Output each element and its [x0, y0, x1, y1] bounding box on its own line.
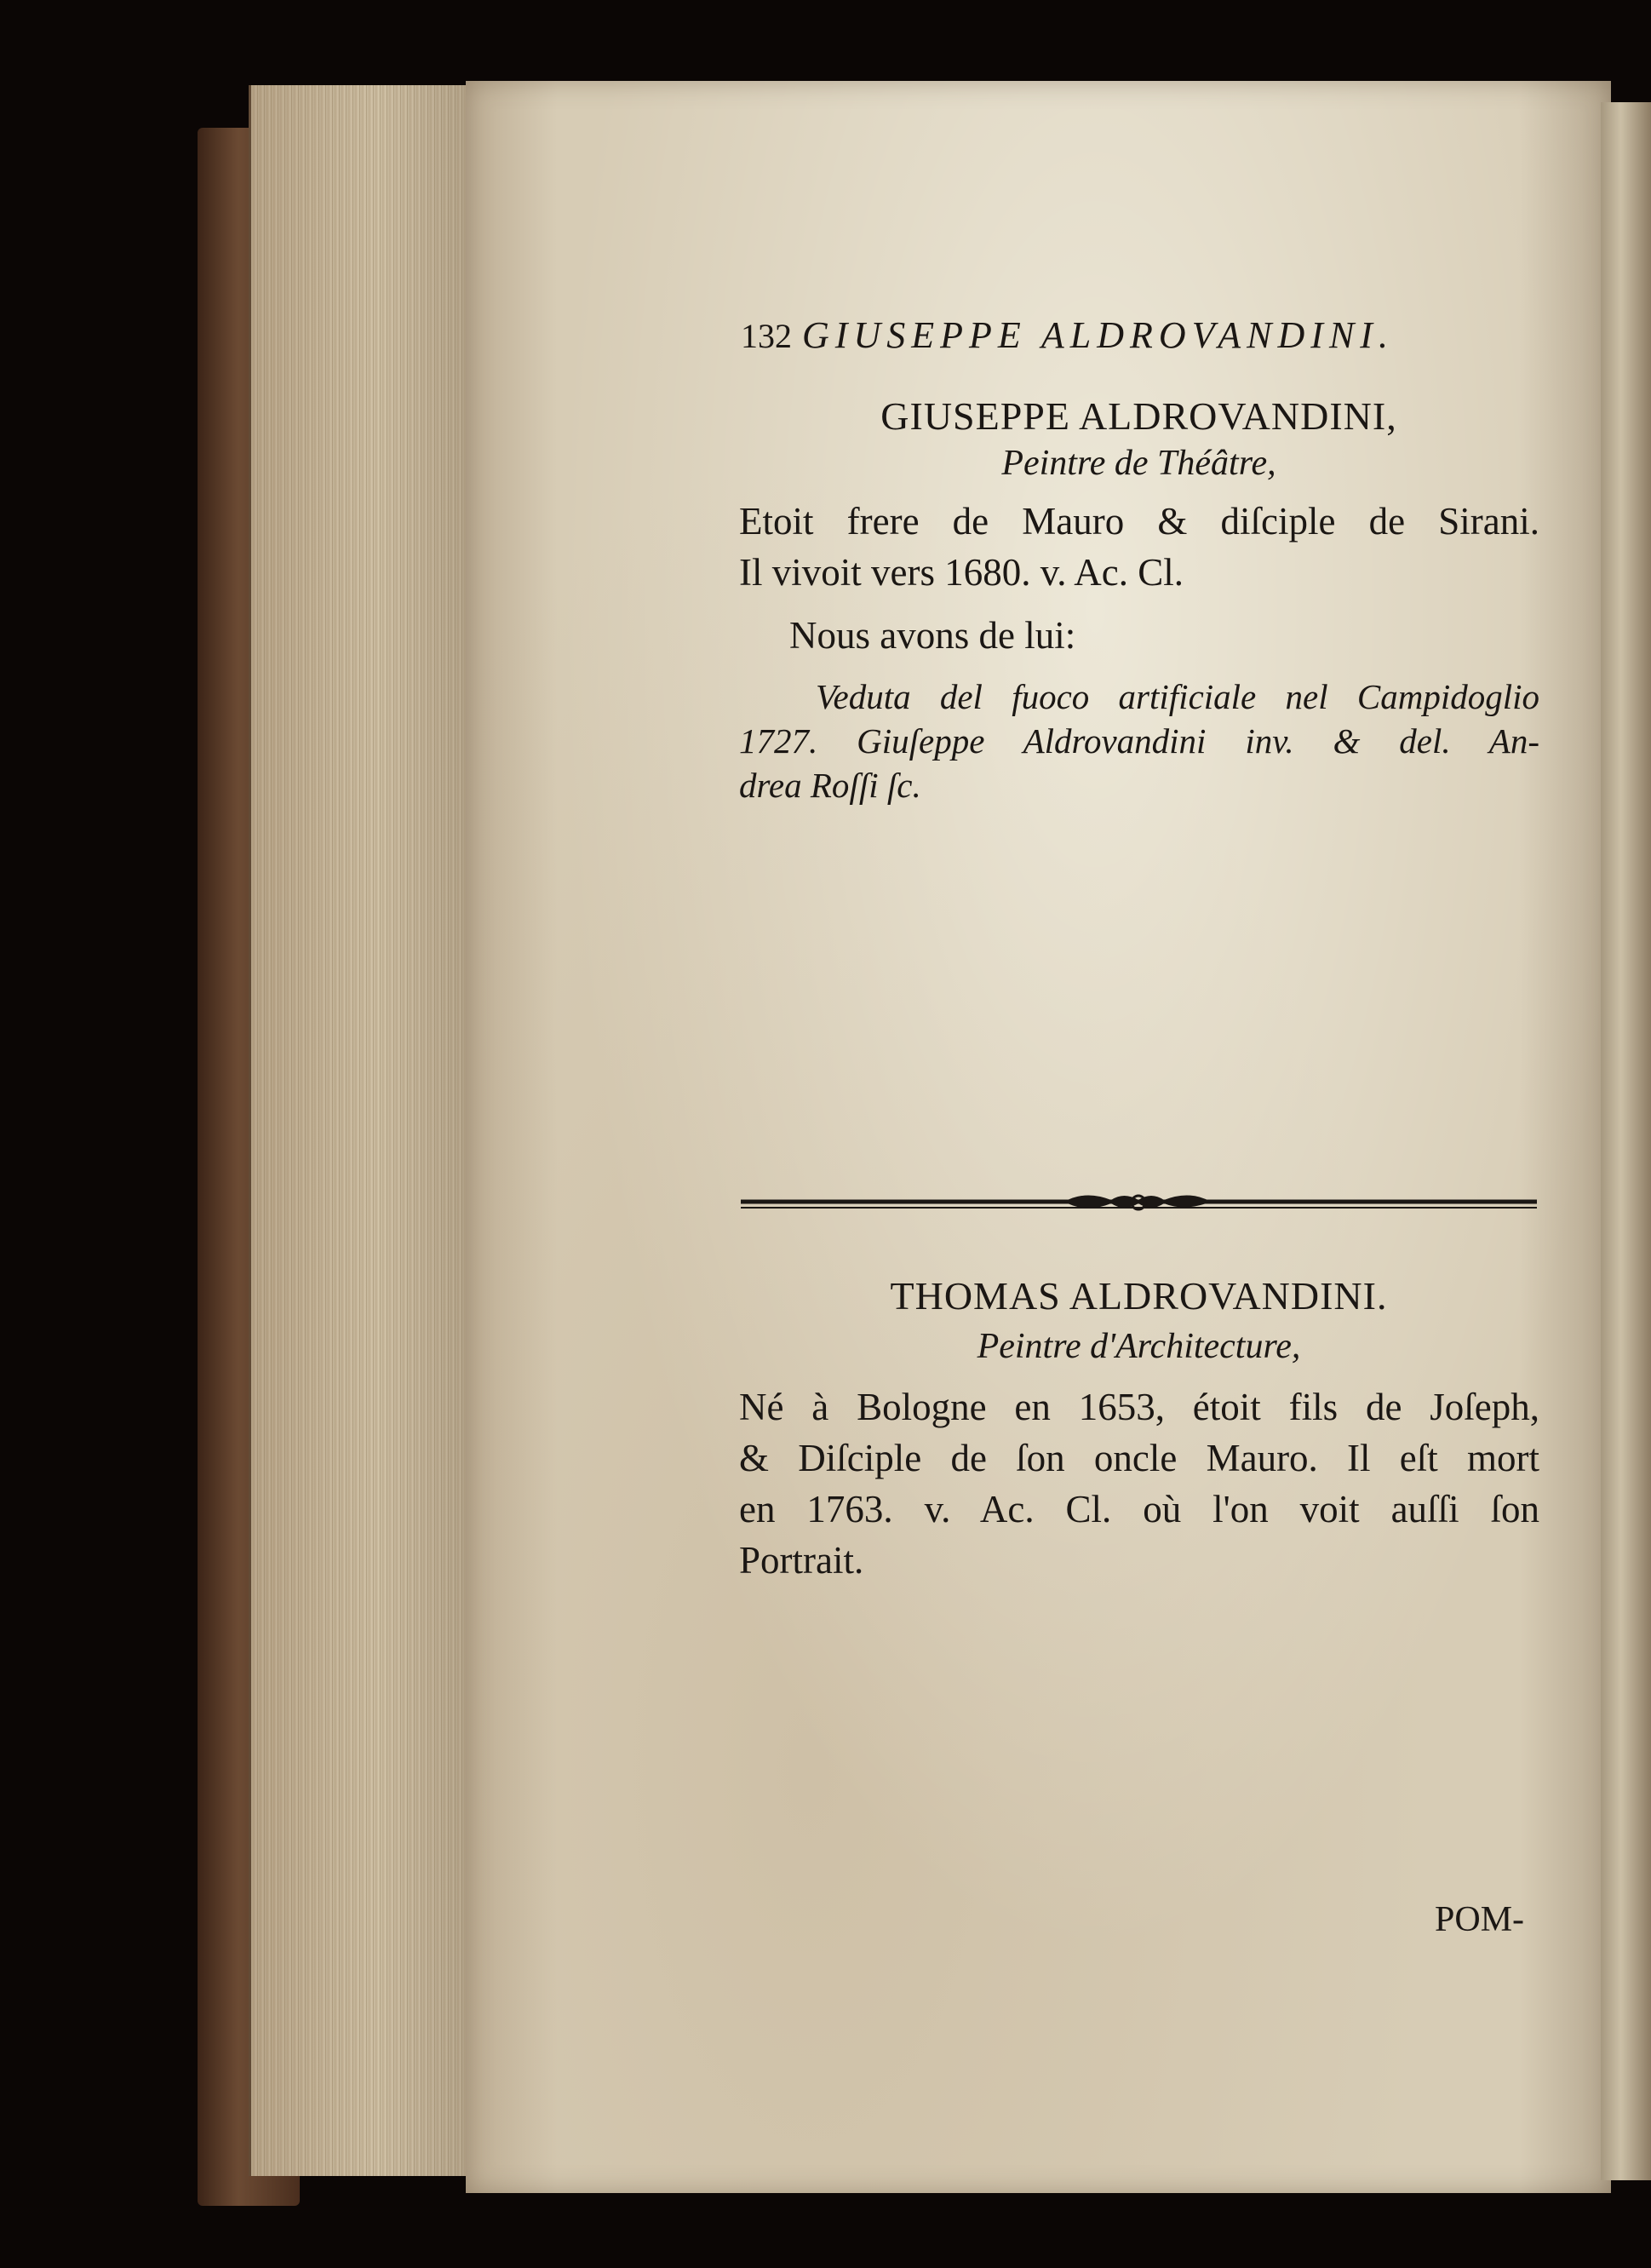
entry2-body-line-2: & Diſciple de ſon oncle Mauro. Il eſt mort — [739, 1437, 1539, 1479]
entry1-works-line-3: drea Roſſi ſc. — [739, 766, 921, 805]
entry2-body — [739, 1381, 1539, 1586]
entry1-name: GIUSEPPE ALDROVANDINI, — [880, 394, 1397, 438]
entry1-works — [739, 675, 1539, 807]
page-number: 132 — [741, 317, 792, 355]
entry1-body-line-1: Etoit frere de Mauro & diſciple de Sirani. — [739, 500, 1539, 543]
entry1-role: Peintre de Théâtre, — [1001, 444, 1276, 483]
running-head-title: GIUSEPPE ALDROVANDINI. — [802, 314, 1394, 356]
entry2-body-line-3: en 1763. v. Ac. Cl. où l'on voit auſſi ſon — [739, 1488, 1539, 1530]
entry1-works-line-2: 1727. Giuſeppe Aldrovandini inv. & del. An- — [739, 721, 1539, 761]
entry1-body-line-2: Il vivoit vers 1680. v. Ac. Cl. — [739, 551, 1184, 594]
facing-page-edge — [1601, 102, 1651, 2180]
entry2-role: Peintre d'Architecture, — [977, 1327, 1301, 1366]
entry1-works-lead: Nous avons de lui: — [789, 614, 1076, 657]
entry1-works-line-1: Veduta del fuoco artificiale nel Campidoglio — [816, 677, 1539, 716]
entry2-name: THOMAS ALDROVANDINI. — [890, 1274, 1388, 1318]
entry1-body — [739, 496, 1539, 598]
catchword: POM- — [1435, 1900, 1525, 1939]
running-head — [741, 313, 1394, 357]
entry2-body-line-1: Né à Bologne en 1653, étoit fils de Joſeph, — [739, 1386, 1539, 1428]
ornamental-divider — [741, 1191, 1537, 1216]
entry2-body-line-4: Portrait. — [739, 1539, 864, 1582]
